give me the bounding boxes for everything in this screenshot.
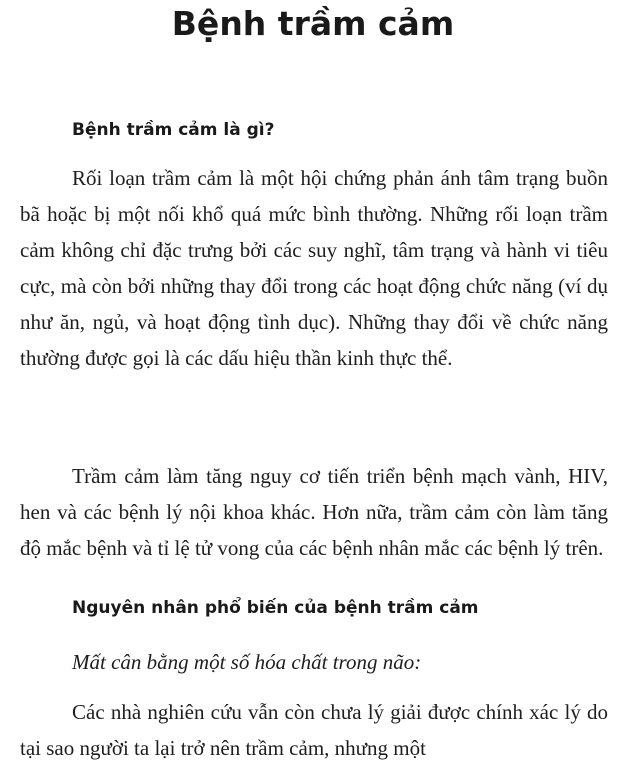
paragraph-causes: Các nhà nghiên cứu vẫn còn chưa lý giải được chính xác lý do tại sao người ta lại trở nên trầm cảm, nhưng một (20, 700, 608, 760)
page-title: Bệnh trầm cảm (171, 4, 455, 43)
section-heading-what-is: Bệnh trầm cảm là gì? (72, 120, 275, 140)
paragraph-definition: Rối loạn trầm cảm là một hội chứng phản ánh tâm trạng buồn bã hoặc bị một nối khổ quá mức bình thường. Những rối loạn trầm cảm không chỉ đặc trưng bởi các suy nghĩ, tâm trạng và hành vi tiêu cực, mà còn bởi những thay đổi trong các hoạt động chức năng (ví dụ như ăn, ngủ, và hoạt động tình dục). Những thay đổi về chức năng thường được gọi là các dấu hiệu thần kinh thực thể. (20, 166, 608, 370)
section-heading-causes: Nguyên nhân phổ biến của bệnh trầm cảm (72, 598, 479, 618)
paragraph-risk: Trầm cảm làm tăng nguy cơ tiến triển bệnh mạch vành, HIV, hen và các bệnh lý nội khoa khác. Hơn nữa, trầm cảm còn làm tăng độ mắc bệnh và tỉ lệ tử vong của các bệnh nhân mắc các bệnh lý trên. (20, 464, 608, 560)
subheading-chemical-imbalance: Mất cân bằng một số hóa chất trong não: (72, 650, 422, 674)
